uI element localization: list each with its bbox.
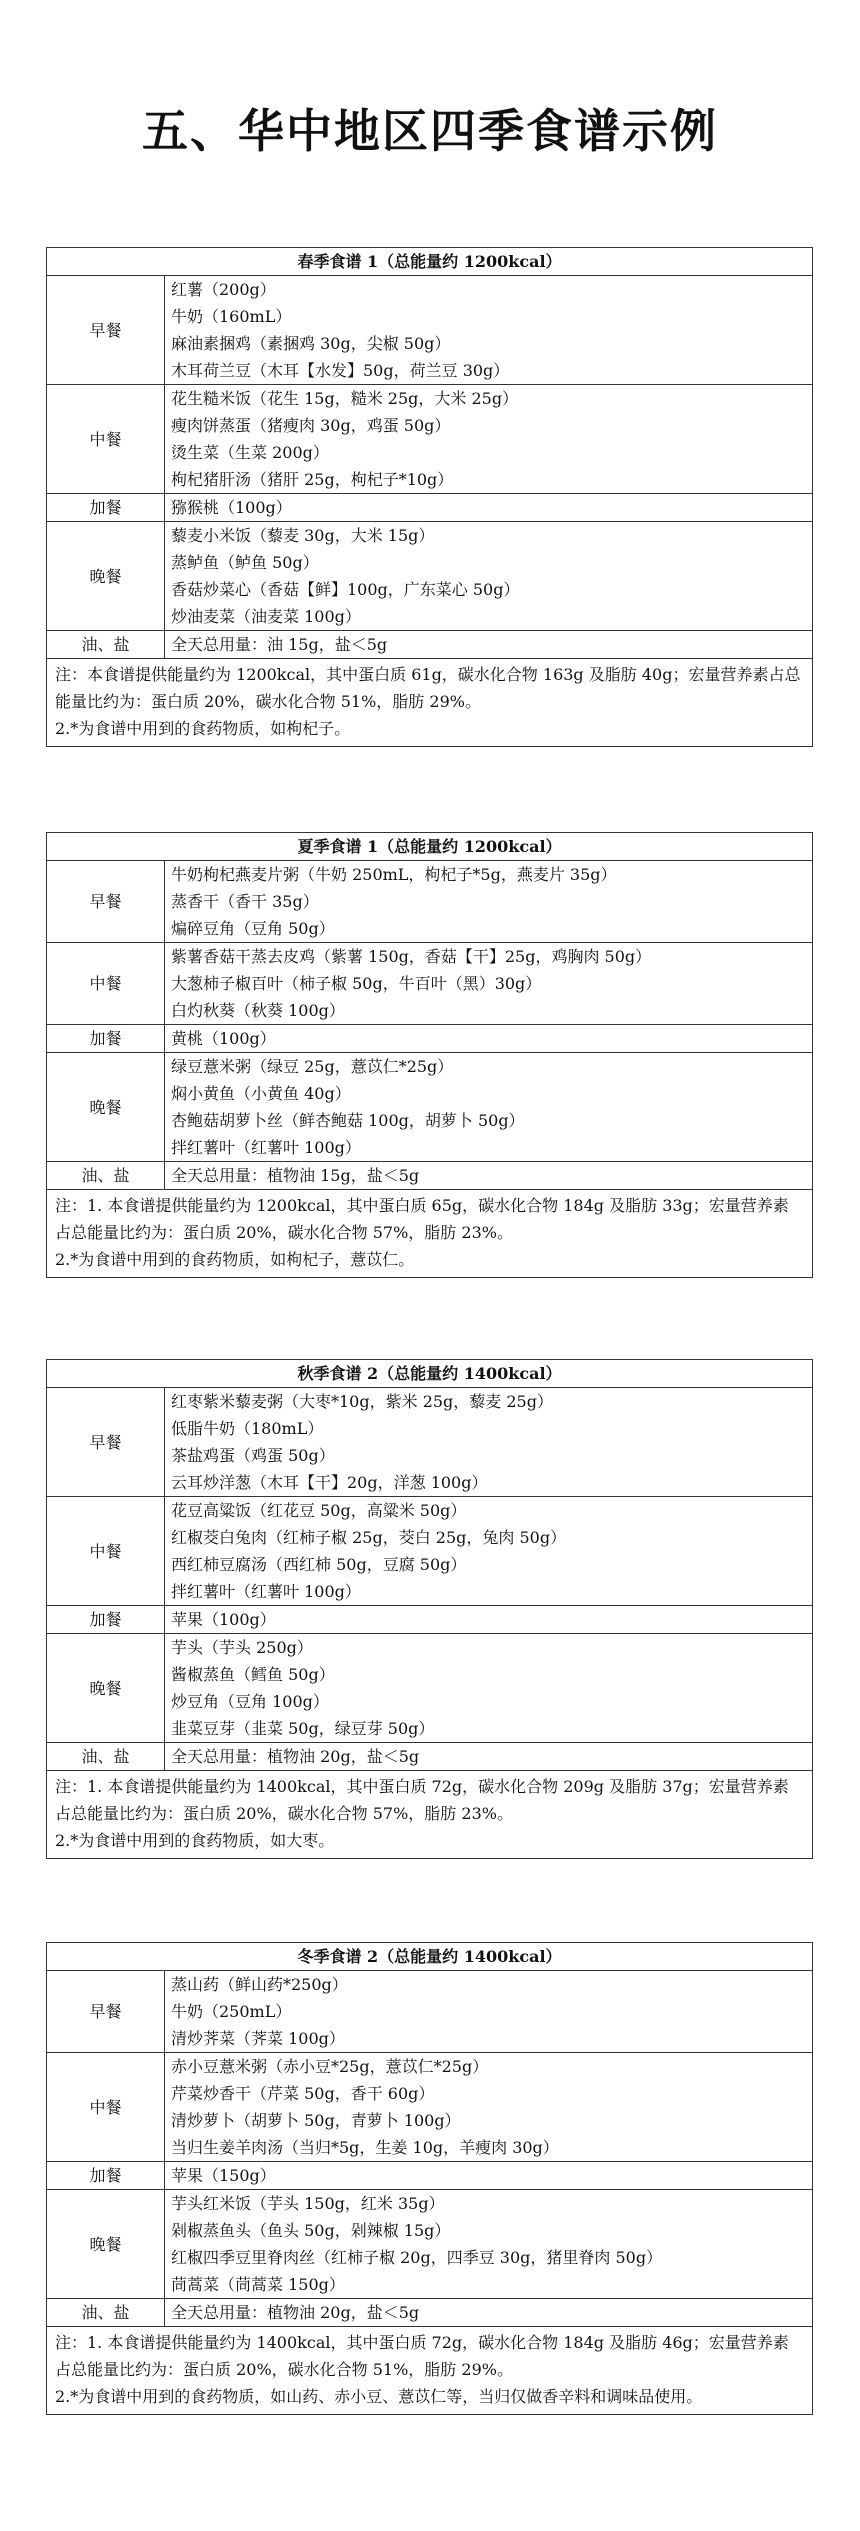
menu-title: 春季食谱 1（总能量约 1200kcal） xyxy=(47,248,813,276)
menu-table xyxy=(46,832,813,1278)
meal-item: 黄桃（100g） xyxy=(171,1029,276,1048)
meal-items xyxy=(165,2162,813,2190)
menu-table-summer xyxy=(46,832,813,1278)
meal-name: 早餐 xyxy=(47,1388,165,1497)
meal-item: 芋头红米饭（芋头 150g，红米 35g） xyxy=(171,2194,445,2213)
meal-items xyxy=(165,1025,813,1053)
menu-title: 夏季食谱 1（总能量约 1200kcal） xyxy=(47,833,813,861)
meal-item: 瘦肉饼蒸蛋（猪瘦肉 30g，鸡蛋 50g） xyxy=(171,416,451,435)
meal-item: 清炒荠菜（荠菜 100g） xyxy=(171,2029,345,2048)
meal-row xyxy=(47,1634,813,1743)
menu-table-spring xyxy=(46,247,813,747)
meal-row xyxy=(47,1606,813,1634)
meal-name: 晚餐 xyxy=(47,1053,165,1162)
meal-name: 油、盐 xyxy=(47,1162,165,1190)
meal-row xyxy=(47,1025,813,1053)
meal-item: 赤小豆薏米粥（赤小豆*25g，薏苡仁*25g） xyxy=(171,2057,489,2076)
meal-items xyxy=(165,385,813,494)
meal-items xyxy=(165,943,813,1025)
meal-row xyxy=(47,2162,813,2190)
meal-row xyxy=(47,861,813,943)
meal-item: 绿豆薏米粥（绿豆 25g，薏苡仁*25g） xyxy=(171,1057,454,1076)
meal-item: 红椒茭白兔肉（红柿子椒 25g，茭白 25g，兔肉 50g） xyxy=(171,1528,567,1547)
meal-item: 香菇炒菜心（香菇【鲜】100g，广东菜心 50g） xyxy=(171,580,520,599)
meal-row xyxy=(47,631,813,659)
meal-items xyxy=(165,2053,813,2162)
meal-item: 剁椒蒸鱼头（鱼头 50g，剁辣椒 15g） xyxy=(171,2221,451,2240)
meal-item: 蒸香干（香干 35g） xyxy=(171,892,319,911)
menu-notes xyxy=(47,1771,813,1859)
menu-notes xyxy=(47,1190,813,1278)
meal-item: 苹果（100g） xyxy=(171,1610,276,1629)
meal-item: 紫薯香菇干蒸去皮鸡（紫薯 150g，香菇【干】25g，鸡胸肉 50g） xyxy=(171,947,652,966)
meal-items xyxy=(165,1388,813,1497)
page-title: 五、华中地区四季食谱示例 xyxy=(142,104,718,158)
note-line: 注：1. 本食谱提供能量约为 1200kcal，其中蛋白质 65g，碳水化合物 184g 及脂肪 33g；宏量营养素占总能量比约为：蛋白质 20%，碳水化合物 57%，脂肪 23%。 xyxy=(55,1196,789,1242)
meal-items xyxy=(165,861,813,943)
note-line: 注：1. 本食谱提供能量约为 1400kcal，其中蛋白质 72g，碳水化合物 184g 及脂肪 46g；宏量营养素占总能量比约为：蛋白质 20%，碳水化合物 51%，脂肪 29%。 xyxy=(55,2333,789,2379)
meal-items xyxy=(165,1634,813,1743)
meal-name: 早餐 xyxy=(47,276,165,385)
meal-row xyxy=(47,1497,813,1606)
meal-name: 中餐 xyxy=(47,1497,165,1606)
note-line: 2.*为食谱中用到的食药物质，如山药、赤小豆、薏苡仁等，当归仅做香辛料和调味品使用。 xyxy=(55,2387,703,2406)
meal-item: 低脂牛奶（180mL） xyxy=(171,1419,324,1438)
meal-item: 花豆高粱饭（红花豆 50g，高粱米 50g） xyxy=(171,1501,467,1520)
meal-item: 炒豆角（豆角 100g） xyxy=(171,1692,329,1711)
meal-item: 苹果（150g） xyxy=(171,2166,276,2185)
meal-name: 加餐 xyxy=(47,494,165,522)
meal-item: 牛奶（250mL） xyxy=(171,2002,292,2021)
meal-items xyxy=(165,522,813,631)
meal-item: 炒油麦菜（油麦菜 100g） xyxy=(171,607,361,626)
meal-item: 韭菜豆芽（韭菜 50g，绿豆芽 50g） xyxy=(171,1719,435,1738)
meal-item: 蒸山药（鲜山药*250g） xyxy=(171,1975,348,1994)
meal-items xyxy=(165,2190,813,2299)
meal-items xyxy=(165,1606,813,1634)
menu-title: 冬季食谱 2（总能量约 1400kcal） xyxy=(47,1943,813,1971)
meal-name: 晚餐 xyxy=(47,522,165,631)
meal-item: 红椒四季豆里脊肉丝（红柿子椒 20g，四季豆 30g，猪里脊肉 50g） xyxy=(171,2248,663,2267)
meal-name: 早餐 xyxy=(47,1971,165,2053)
meal-name: 中餐 xyxy=(47,385,165,494)
meal-row xyxy=(47,276,813,385)
meal-row xyxy=(47,1743,813,1771)
meal-item: 杏鲍菇胡萝卜丝（鲜杏鲍菇 100g，胡萝卜 50g） xyxy=(171,1111,525,1130)
menu-table xyxy=(46,1942,813,2415)
meal-item: 茶盐鸡蛋（鸡蛋 50g） xyxy=(171,1446,335,1465)
meal-row xyxy=(47,494,813,522)
meal-item: 当归生姜羊肉汤（当归*5g，生姜 10g，羊瘦肉 30g） xyxy=(171,2138,559,2157)
meal-item: 清炒萝卜（胡萝卜 50g，青萝卜 100g） xyxy=(171,2111,461,2130)
meal-name: 早餐 xyxy=(47,861,165,943)
note-line: 2.*为食谱中用到的食药物质，如枸杞子。 xyxy=(55,719,351,738)
meal-name: 油、盐 xyxy=(47,631,165,659)
meal-row xyxy=(47,943,813,1025)
meal-item: 猕猴桃（100g） xyxy=(171,498,292,517)
meal-item: 牛奶枸杞燕麦片粥（牛奶 250mL，枸杞子*5g，燕麦片 35g） xyxy=(171,865,617,884)
meal-item: 藜麦小米饭（藜麦 30g，大米 15g） xyxy=(171,526,435,545)
meal-name: 晚餐 xyxy=(47,1634,165,1743)
meal-row xyxy=(47,1971,813,2053)
meal-row xyxy=(47,385,813,494)
meal-item: 全天总用量：植物油 20g，盐＜5g xyxy=(171,2303,420,2322)
meal-item: 云耳炒洋葱（木耳【干】20g，洋葱 100g） xyxy=(171,1473,488,1492)
meal-name: 加餐 xyxy=(47,1606,165,1634)
meal-item: 西红柿豆腐汤（西红柿 50g，豆腐 50g） xyxy=(171,1555,467,1574)
meal-name: 加餐 xyxy=(47,2162,165,2190)
meal-name: 中餐 xyxy=(47,943,165,1025)
note-line: 注：本食谱提供能量约为 1200kcal，其中蛋白质 61g，碳水化合物 163g 及脂肪 40g；宏量营养素占总能量比约为：蛋白质 20%，碳水化合物 51%，脂肪 29%。 xyxy=(55,665,801,711)
meal-items xyxy=(165,1053,813,1162)
meal-row xyxy=(47,522,813,631)
meal-row xyxy=(47,1388,813,1497)
menu-table-autumn xyxy=(46,1359,813,1859)
meal-items xyxy=(165,631,813,659)
meal-row xyxy=(47,1053,813,1162)
meal-items xyxy=(165,276,813,385)
meal-item: 麻油素捆鸡（素捆鸡 30g，尖椒 50g） xyxy=(171,334,451,353)
meal-name: 晚餐 xyxy=(47,2190,165,2299)
menu-table-winter xyxy=(46,1942,813,2415)
meal-item: 枸杞猪肝汤（猪肝 25g，枸杞子*10g） xyxy=(171,470,454,489)
meal-item: 芹菜炒香干（芹菜 50g，香干 60g） xyxy=(171,2084,435,2103)
meal-item: 白灼秋葵（秋葵 100g） xyxy=(171,1001,345,1020)
meal-item: 酱椒蒸鱼（鳕鱼 50g） xyxy=(171,1665,335,1684)
meal-items xyxy=(165,2299,813,2327)
note-line: 注：1. 本食谱提供能量约为 1400kcal，其中蛋白质 72g，碳水化合物 209g 及脂肪 37g；宏量营养素占总能量比约为：蛋白质 20%，碳水化合物 57%，脂肪 23%。 xyxy=(55,1777,789,1823)
meal-name: 油、盐 xyxy=(47,2299,165,2327)
meal-item: 烫生菜（生菜 200g） xyxy=(171,443,329,462)
meal-name: 中餐 xyxy=(47,2053,165,2162)
meal-item: 全天总用量：植物油 20g，盐＜5g xyxy=(171,1747,420,1766)
meal-item: 蒸鲈鱼（鲈鱼 50g） xyxy=(171,553,319,572)
meal-items xyxy=(165,1971,813,2053)
meal-row xyxy=(47,2299,813,2327)
meal-row xyxy=(47,2190,813,2299)
meal-items xyxy=(165,494,813,522)
note-line: 2.*为食谱中用到的食药物质，如大枣。 xyxy=(55,1831,335,1850)
meal-item: 煸碎豆角（豆角 50g） xyxy=(171,919,335,938)
meal-item: 木耳荷兰豆（木耳【水发】50g，荷兰豆 30g） xyxy=(171,361,510,380)
meal-items xyxy=(165,1162,813,1190)
meal-row xyxy=(47,1162,813,1190)
meal-item: 大葱柿子椒百叶（柿子椒 50g，牛百叶（黑）30g） xyxy=(171,974,542,993)
menu-notes xyxy=(47,659,813,747)
meal-item: 红枣紫米藜麦粥（大枣*10g，紫米 25g，藜麦 25g） xyxy=(171,1392,553,1411)
meal-name: 加餐 xyxy=(47,1025,165,1053)
meal-item: 芋头（芋头 250g） xyxy=(171,1638,313,1657)
menu-notes xyxy=(47,2327,813,2415)
meal-item: 焖小黄鱼（小黄鱼 40g） xyxy=(171,1084,351,1103)
menu-table xyxy=(46,1359,813,1859)
meal-item: 全天总用量：植物油 15g，盐＜5g xyxy=(171,1166,420,1185)
note-line: 2.*为食谱中用到的食药物质，如枸杞子，薏苡仁。 xyxy=(55,1250,415,1269)
meal-item: 红薯（200g） xyxy=(171,280,276,299)
menu-title: 秋季食谱 2（总能量约 1400kcal） xyxy=(47,1360,813,1388)
meal-items xyxy=(165,1743,813,1771)
meal-item: 拌红薯叶（红薯叶 100g） xyxy=(171,1582,361,1601)
meal-name: 油、盐 xyxy=(47,1743,165,1771)
meal-row xyxy=(47,2053,813,2162)
meal-item: 全天总用量：油 15g，盐＜5g xyxy=(171,635,388,654)
meal-items xyxy=(165,1497,813,1606)
menu-table xyxy=(46,247,813,747)
meal-item: 牛奶（160mL） xyxy=(171,307,292,326)
meal-item: 拌红薯叶（红薯叶 100g） xyxy=(171,1138,361,1157)
meal-item: 花生糙米饭（花生 15g，糙米 25g，大米 25g） xyxy=(171,389,519,408)
meal-item: 茼蒿菜（茼蒿菜 150g） xyxy=(171,2275,345,2294)
